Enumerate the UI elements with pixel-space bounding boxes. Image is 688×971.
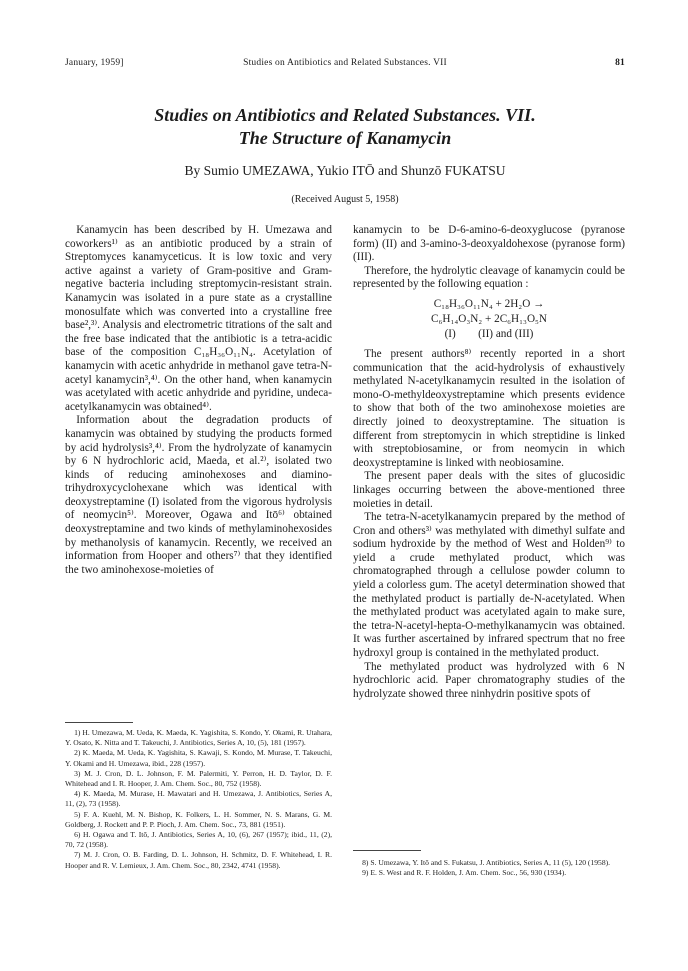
footnote: 1) H. Umezawa, M. Ueda, K. Maeda, K. Yagishita, S. Kondo, Y. Okami, R. Utahara, Y. Osato, K. Nitta and T. Takeuchi, J. Antibiotics, Series A, 10, (5), 181 (1957). [65,728,332,748]
footnotes-right [353,858,625,878]
author-list: By Sumio UMEZAWA, Yukio ITŌ and Shunzō FUKATSU [184,163,506,178]
footnote: 4) K. Maeda, M. Murase, H. Mawatari and H. Umezawa, J. Antibiotics, Series A, 11, (2), 73 (1958). [65,789,332,809]
equation-line: C₁₈H₃₆O₁₁N₄ + 2H₂O → [433,297,545,310]
paragraph: Kanamycin has been described by H. Umezawa and coworkers¹⁾ as an antibiotic produced by a strain of Streptomyces kanamyceticus. It is low toxic and very active against a variety of Gram-positive and Gram-negative bacteria including streptomycin-resistant strain. Kanamycin was isolated in a pure state as a crystalline monosulfate which was converted into a crystalline free base²,³⁾. Analysis and electrometric titrations of the salt and the free base indicated that the antibiotic is a tetra-acidic base of the composition C₁₈H₃₆O₁₁N₄. Acetylation of kanamycin with acetic anhydride in methanol gave tetra-N-acetyl kanamycin³,⁴⁾. On the other hand, when kanamycin was acetylated with acetic anhydride and pyridine, undeca-acetylkanamycin was obtained⁴⁾. [65,224,332,413]
equation-line: C₆H₁₄O₃N₂ + 2C₆H₁₃O₅N [431,312,547,325]
footnote: 9) E. S. West and R. F. Holden, J. Am. Chem. Soc., 56, 930 (1934). [362,868,567,878]
footnotes-left [65,728,332,871]
footnote-divider [353,850,421,851]
running-head-date: January, 1959] [65,58,124,68]
page-number: 81 [615,58,625,68]
received-date: (Received August 5, 1958) [291,194,399,205]
footnote: 5) F. A. Kuehl, M. N. Bishop, K. Folkers, L. H. Sommer, N. S. Marans, G. M. Goldberg, J. Rockett and P. P. Pioch, J. Am. Chem. Soc., 73, 881 (1951). [65,809,332,829]
article-title [60,104,630,150]
left-column [65,224,332,577]
paragraph: kanamycin to be D-6-amino-6-deoxyglucose (pyranose form) (II) and 3-amino-3-deoxyaldohexose (pyranose form) (III). [353,224,625,264]
paragraph: Therefore, the hydrolytic cleavage of kanamycin could be represented by the following equation : [353,264,625,291]
footnote: 7) M. J. Cron, O. B. Farding, D. L. Johnson, H. Schmitz, D. F. Whitehead, I. R. Hooper and R. V. Lemieux, J. Am. Chem. Soc., 80, 2342, 4741 (1958). [65,850,332,870]
paragraph: Information about the degradation products of kanamycin was obtained by studying the products formed by acid hydrolysis³,⁴⁾. From the hydrolyzate of kanamycin by 6 N hydrochloric acid, Maeda, et al.²⁾, isolated two kinds of reducing aminohexoses and diamino-trihydroxycyclohexane which was identical with deoxystreptamine (I) isolated from the vigorous hydrolysis of neomycin⁵⁾. Moreover, Ogawa and Itō⁶⁾ obtained deoxystreptamine and two kinds of methylaminohexosides by methanolysis of kanamycin. Recently, we received an information from Hooper and others⁷⁾ that they identified the two aminohexose-moieties of [65,414,332,576]
equation-labels: (I) (II) and (III) [444,327,534,340]
footnote: 3) M. J. Cron, D. L. Johnson, F. M. Palermiti, Y. Perron, H. D. Taylor, D. F. Whitehead and I. R. Hooper, J. Am. Chem. Soc., 80, 752 (1958). [65,768,332,789]
running-head [65,58,625,72]
footnote-divider [65,722,133,723]
right-column [353,224,625,701]
paragraph: The methylated product was hydrolyzed with 6 N hydrochloric acid. Paper chromatography studies of the hydrolyzate showed three ninhydrin positive spots of [353,660,625,700]
footnote: 6) H. Ogawa and T. Itō, J. Antibiotics, Series A, 10, (6), 267 (1957); ibid., 11, (2), 70, 72 (1958). [65,830,332,850]
footnote: 2) K. Maeda, M. Ueda, K. Yagishita, S. Kawaji, S. Kondo, M. Murase, T. Takeuchi, Y. Okami and H. Umezawa, ibid., 228 (1957). [65,748,332,768]
title-line-1: Studies on Antibiotics and Related Substances. VII. [154,105,536,125]
paragraph: The tetra-N-acetylkanamycin prepared by the method of Cron and others³⁾ was methylated with dimethyl sulfate and sodium hydroxide by the method of West and Holden⁹⁾ to yield a crude methylated product, which was chromatographed through a cellulose powder column to yield a colorless gum. The acetyl determination showed that the methylated product is partially de-N-acetylated. When the methylated product was acetylated again to make sure, the tetra-N-acetyl-hepta-O-methylkanamycin was obtained. It was further ascertained by infrared spectrum that no free hydroxyl group is contained in the methylated product. [353,511,625,660]
hydrolysis-equation [353,297,625,342]
paragraph: The present paper deals with the sites of glucosidic linkages occurring between the above-mentioned three moieties in detail. [353,470,625,510]
running-head-title: Studies on Antibiotics and Related Substances. VII [243,58,447,68]
title-line-2: The Structure of Kanamycin [238,128,452,148]
footnote: 8) S. Umezawa, Y. Itō and S. Fukatsu, J. Antibiotics, Series A, 11 (5), 120 (1958). [362,858,611,867]
paragraph: The present authors⁸⁾ recently reported in a short communication that the acid-hydrolysis of exhaustively methylated N-acetylkanamycin resulted in the isolation of mono-O-methyldeoxystreptamine which presents evidence to show that both of the two aminohexose moieties are directly joined to deoxystreptamine. The situation is different from streptomycin in which streptidine is linked with streptobiosamine, or from neomycin in which deoxystreptamine is linked with neobiosamine. [353,347,625,469]
